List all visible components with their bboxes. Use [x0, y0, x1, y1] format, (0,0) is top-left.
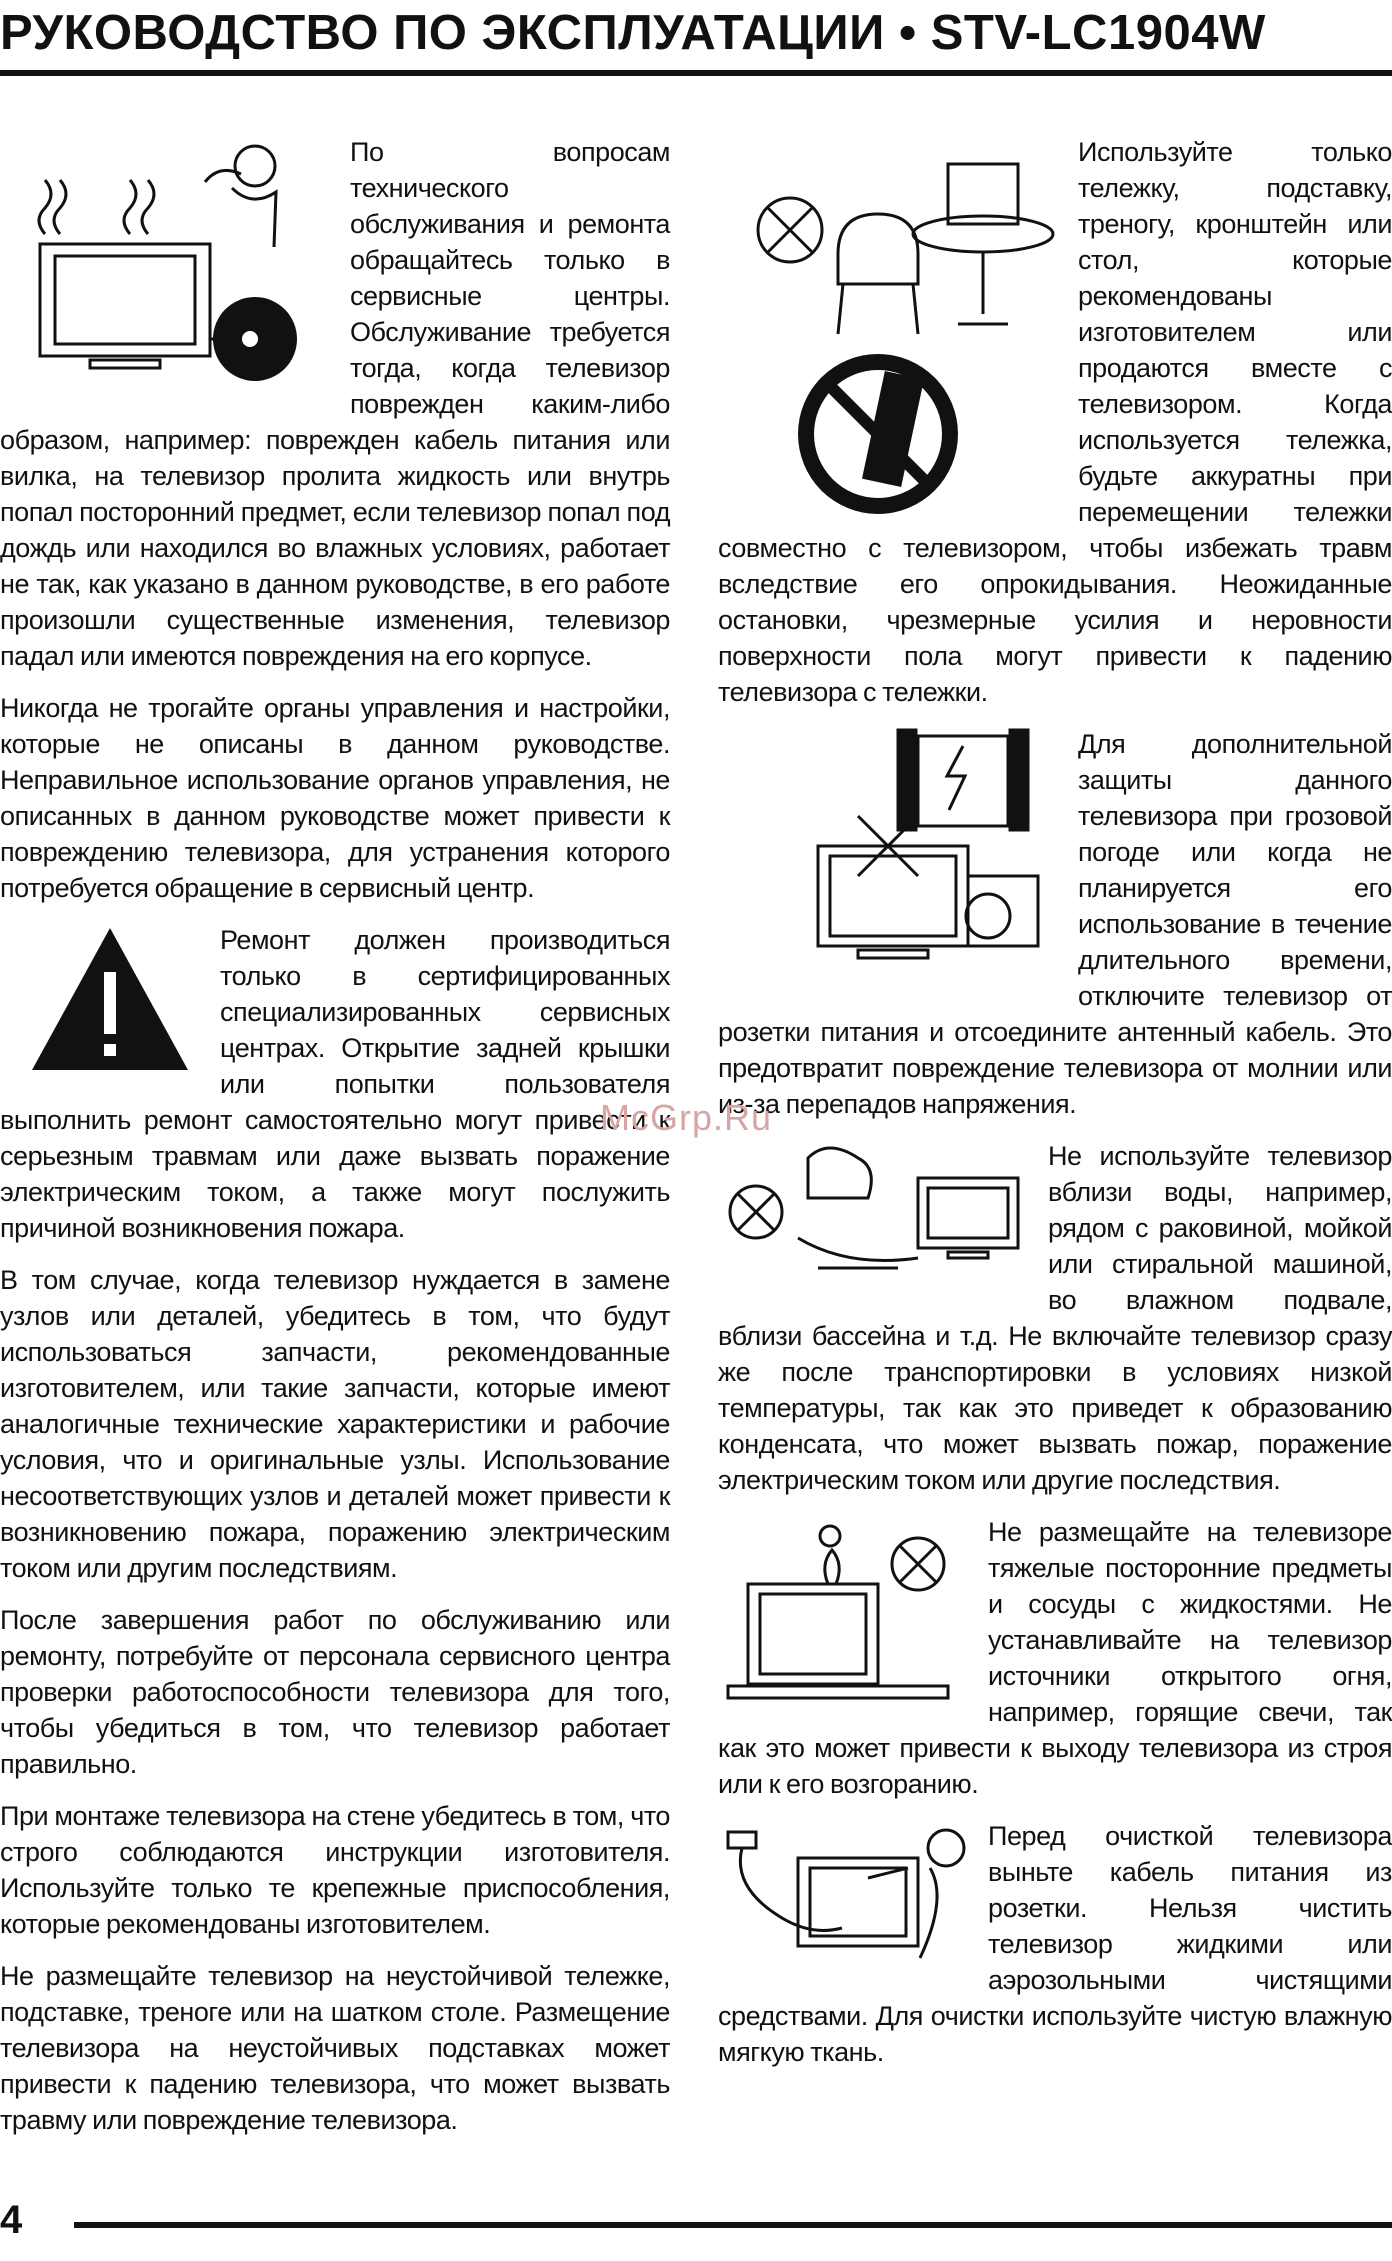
- watermark: McGrp.Ru: [600, 1097, 773, 1138]
- warning-triangle-icon: [0, 922, 200, 1082]
- objects-on-tv-icon: [718, 1514, 968, 1714]
- paragraph-controls: Никогда не трогайте органы управления и настройки, которые не описаны в данном руководстве. Неправильное использование органов управления, не описанных в данном руководстве может привести к повреждению телевизора, для устранения которого потребуется обращение в сервисный центр.: [0, 693, 670, 903]
- paragraph-unstable: Не размещайте телевизор на неустойчивой тележке, подставке, треноге или на шатком столе. Размещение телевизора на неустойчивых подставках может привести к падению телевизора, что может вызвать травму или повреждение телевизора.: [0, 1961, 670, 2135]
- paragraph-parts: В том случае, когда телевизор нуждается в замене узлов или деталей, убедитесь в том, что будут использоваться запчасти, рекомендованные изготовителем, или такие запчасти, которые имеют аналогичные технические характеристики и рабочие условия, что и оригинальные узлы. Использование несоответствующих узлов и деталей может привести к возникновению пожара, поражению электрическим током или другим последствиям.: [0, 1265, 670, 1583]
- paragraph-lightning: [718, 726, 1392, 1122]
- paragraph-after-service: После завершения работ по обслуживанию или ремонту, потребуйте от персонала сервисного центра проверки работоспособности телевизора для того, чтобы убедиться в том, что телевизор работает правильно.: [0, 1605, 670, 1779]
- page-header: [0, 0, 1392, 74]
- cleaning-tv-icon: [718, 1818, 968, 1968]
- paragraph-objects-text: Не размещайте на телевизоре тяжелые посторонние предметы и сосуды с жидкостями. Не устанавливайте на телевизор источники открытого огня, например, горящие свечи, так как это может привести к выходу телевизора из строя или к его возгоранию.: [718, 1517, 1392, 1799]
- lightning-unplug-icon: [718, 726, 1058, 996]
- paragraph-cleaning: [718, 1818, 1392, 2070]
- stand-prohibited-icon: [758, 164, 1053, 334]
- paragraph-service-text: По вопросам технического обслуживания и ремонта обращайтесь только в сервисные центры. Обслуживание требуется тогда, когда телевизор поврежден каким-либо образом, например: поврежден кабель питания или вилка, на телевизор пролита жидкость или внутрь попал посторонний предмет, если телевизор попал под дождь или находился во влажных условиях, работает не так, как указано в данном руководстве, в его работе произошли существенные изменения, телевизор падал или имеются повреждения на его корпусе.: [0, 137, 670, 671]
- left-column: [0, 134, 670, 2154]
- paragraph-cleaning-text: Перед очисткой телевизора выньте кабель питания из розетки. Нельзя чистить телевизор жидкими или аэрозольными чистящими средствами. Для очистки используйте чистую влажную мягкую ткань.: [718, 1821, 1392, 2067]
- paragraph-wall-mount: При монтаже телевизора на стене убедитесь в том, что строго соблюдаются инструкции изготовителя. Используйте только те крепежные приспособления, которые рекомендованы изготовителем.: [0, 1801, 670, 1939]
- paragraph-cart: [718, 134, 1392, 710]
- page-title: РУКОВОДСТВО ПО ЭКСПЛУАТАЦИИ • STV-LC1904W: [0, 6, 1266, 60]
- stand-cart-illustration: [718, 134, 1058, 522]
- paragraph-repair: [0, 922, 670, 1246]
- right-column: [718, 134, 1392, 2086]
- paragraph-cart-text: Используйте только тележку, подставку, треногу, кронштейн или стол, которые рекомендованы изготовителем или продаются вместе с телевизором. Когда используется тележка, будьте аккуратны при перемещении тележки совместно с телевизором, чтобы избежать травм вследствие его опрокидывания. Неожиданные остановки, чрезмерные усилия и неровности поверхности пола могут привести к падению телевизора с тележки.: [718, 137, 1392, 707]
- header-rule: [0, 70, 1392, 76]
- paragraph-lightning-text: Для дополнительной защиты данного телевизора при грозовой погоде или когда не планируется его использование в течение длительного времени, отключите телевизор от розетки питания и отсоедините антенный кабель. Это предотвратит повреждение телевизора от молнии или из-за перепадов напряжения.: [718, 729, 1392, 1119]
- service-tv-icon: [0, 134, 330, 384]
- water-prohibited-icon: [718, 1138, 1028, 1288]
- paragraph-water: [718, 1138, 1392, 1498]
- page-number: 4: [0, 2198, 23, 2242]
- paragraph-repair-text: Ремонт должен производиться только в сертифицированных специализированных сервисных центрах. Открытие задней крышки или попытки пользователя выполнить ремонт самостоятельно могут привести к серьезным травмам или даже вызвать поражение электрическим током, а также могут послужить причиной возникновения пожара.: [0, 925, 670, 1243]
- paragraph-objects: [718, 1514, 1392, 1802]
- footer-rule: [74, 2222, 1392, 2228]
- cart-tipping-icon: [798, 354, 958, 514]
- paragraph-water-text: Не используйте телевизор вблизи воды, например, рядом с раковиной, мойкой или стиральной машиной, во влажном подвале, вблизи бассейна и т.д. Не включайте телевизор сразу же после транспортировки в условиях низкой температуры, так как это приведет к образованию конденсата, что может вызвать пожар, поражение электрическим током или другие последствия.: [718, 1141, 1392, 1495]
- paragraph-service: [0, 134, 670, 674]
